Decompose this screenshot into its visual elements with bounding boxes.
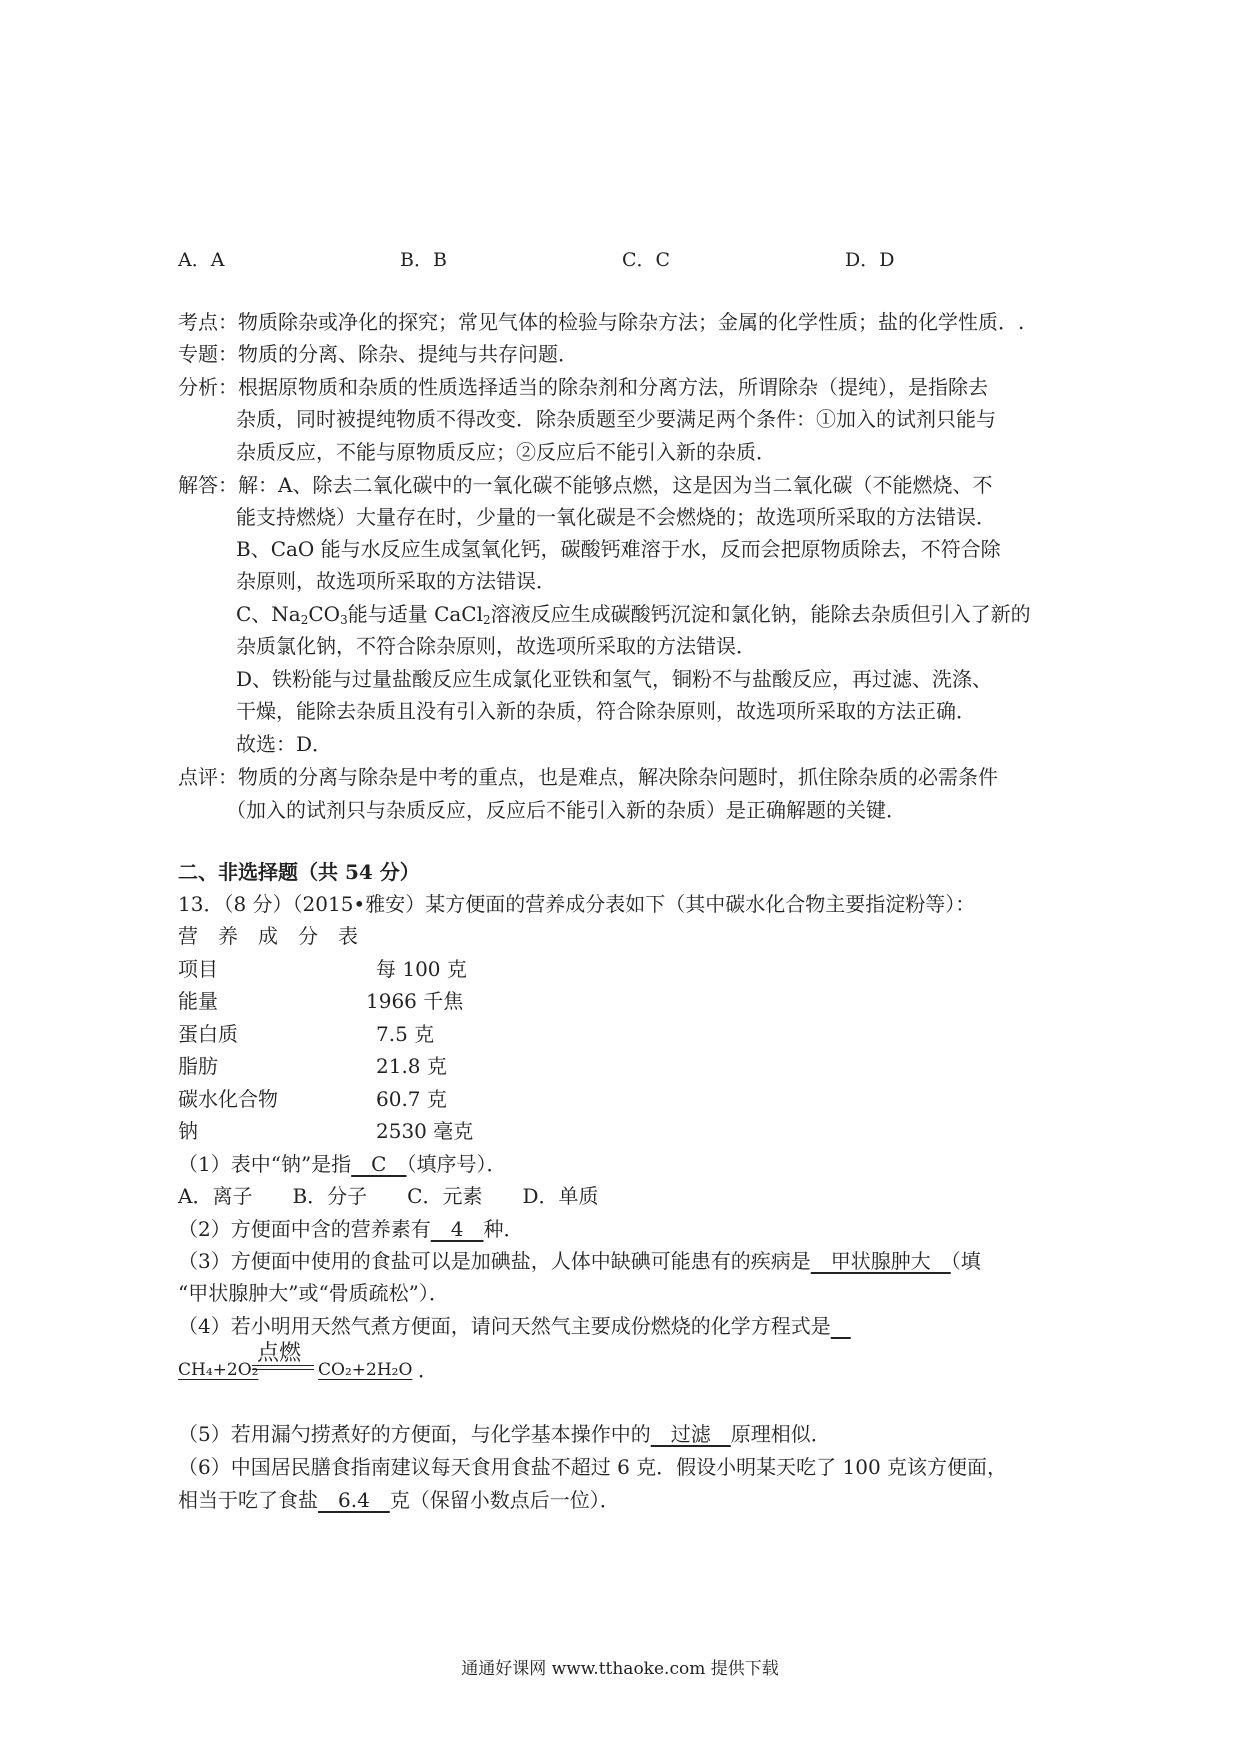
fenxi-line-1: 分析：根据原物质和杂质的性质选择适当的除杂剂和分离方法，所谓除杂（提纯），是指除去 bbox=[178, 375, 988, 399]
jieda-line-2: 能支持燃烧）大量存在时，少量的一氧化碳是不会燃烧的；故选项所采取的方法错误． bbox=[236, 505, 996, 529]
q1-line bbox=[178, 1150, 507, 1178]
fenxi-line-3: 杂质反应，不能与原物质反应；②反应后不能引入新的杂质． bbox=[236, 440, 776, 464]
q1-prompt: （1）表中“钠”是指 bbox=[178, 1152, 352, 1176]
table-title: 营 养 成 分 表 bbox=[178, 924, 358, 948]
q5-line bbox=[178, 1420, 831, 1448]
q3-line bbox=[178, 1247, 981, 1275]
q4-end: ． bbox=[418, 1358, 438, 1382]
formula-na2co3-mid: CO bbox=[308, 602, 341, 626]
q6-line-2 bbox=[178, 1486, 620, 1514]
q13-intro: 13．（8 分）（2015•雅安）某方便面的营养成分表如下（其中碳水化合物主要指淀粉等）： bbox=[178, 892, 976, 916]
q4-answer-start bbox=[831, 1314, 851, 1338]
q1-choices: A．离子 B．分子 C．元素 D．单质 bbox=[178, 1184, 599, 1208]
q4-prompt: （4）若小明用天然气煮方便面，请问天然气主要成份燃烧的化学方程式是 bbox=[178, 1314, 831, 1338]
table-item: 脂肪 bbox=[178, 1054, 218, 1078]
q2-answer: 4 bbox=[430, 1217, 484, 1241]
q6-line-1: （6）中国居民膳食指南建议每天食用食盐不超过 6 克．假设小明某天吃了 100 克该方便面， bbox=[178, 1455, 1008, 1479]
formula-na2co3-sub2: 3 bbox=[340, 613, 348, 627]
jieda-line-5 bbox=[236, 600, 1031, 634]
table-value: 2530 毫克 bbox=[376, 1119, 474, 1143]
q3-answer: 甲状腺肿大 bbox=[810, 1249, 951, 1273]
jieda-c-text-2: 溶液反应生成碳酸钙沉淀和氯化钠，能除去杂质但引入了新的 bbox=[490, 602, 1031, 626]
table-value: 1966 千焦 bbox=[366, 989, 464, 1013]
zhuanti-line: 专题：物质的分离、除杂、提纯与共存问题． bbox=[178, 342, 578, 366]
option-c: C．C bbox=[622, 249, 671, 271]
formula-na2co3-sub1: 2 bbox=[300, 613, 309, 627]
q6-suffix: 克（保留小数点后一位）． bbox=[389, 1488, 620, 1512]
table-item: 能量 bbox=[178, 989, 218, 1013]
q1-suffix: （填序号）． bbox=[406, 1152, 507, 1176]
q2-suffix: 种． bbox=[483, 1217, 524, 1241]
table-item: 项目 bbox=[178, 957, 218, 981]
option-d: D．D bbox=[845, 249, 895, 271]
q5-prompt: （5）若用漏勺捞煮好的方便面，与化学基本操作中的 bbox=[178, 1422, 651, 1446]
table-value: 21.8 克 bbox=[376, 1054, 447, 1078]
q2-line bbox=[178, 1215, 523, 1243]
q4-eq-right: CO₂+2H₂O bbox=[318, 1360, 413, 1380]
footer: 通通好课网 www.tthaoke.com 提供下载 bbox=[461, 1659, 779, 1679]
q6-prompt: 相当于吃了食盐 bbox=[178, 1488, 318, 1512]
q3-line-2: “甲状腺肿大”或“骨质疏松”）． bbox=[178, 1281, 449, 1305]
table-value: 7.5 克 bbox=[376, 1022, 435, 1046]
jieda-line-3: B、CaO 能与水反应生成氢氧化钙，碳酸钙难溶于水，反而会把原物质除去，不符合除 bbox=[236, 537, 1001, 561]
q6-answer: 6.4 bbox=[318, 1488, 390, 1512]
q1-answer: C bbox=[351, 1152, 407, 1176]
table-value: 每 100 克 bbox=[376, 957, 467, 981]
option-a: A．A bbox=[178, 249, 225, 271]
jieda-line-7: D、铁粉能与过量盐酸反应生成氯化亚铁和氢气，铜粉不与盐酸反应，再过滤、洗涤、 bbox=[236, 667, 993, 691]
kaodian-line: 考点：物质除杂或净化的探究；常见气体的检验与除杂方法；金属的化学性质；盐的化学性质．. bbox=[178, 310, 1025, 334]
q5-suffix: 原理相似． bbox=[730, 1422, 831, 1446]
table-item: 碳水化合物 bbox=[178, 1087, 278, 1111]
q2-prompt: （2）方便面中含的营养素有 bbox=[178, 1217, 431, 1241]
q4-eq-left: CH₄+2O₂ bbox=[178, 1360, 259, 1380]
fenxi-line-2: 杂质，同时被提纯物质不得改变．除杂质题至少要满足两个条件：①加入的试剂只能与 bbox=[236, 407, 996, 431]
q3-suffix: （填 bbox=[950, 1249, 981, 1273]
table-value: 60.7 克 bbox=[376, 1087, 447, 1111]
formula-cacl2-sub: 2 bbox=[483, 613, 491, 627]
jieda-line-6: 杂质氯化钠，不符合除杂原则，故选项所采取的方法错误． bbox=[236, 634, 756, 658]
table-item: 蛋白质 bbox=[178, 1022, 238, 1046]
jieda-line-9: 故选：D． bbox=[236, 732, 333, 756]
q3-prompt: （3）方便面中使用的食盐可以是加碘盐，人体中缺碘可能患有的疾病是 bbox=[178, 1249, 811, 1273]
option-b: B．B bbox=[400, 249, 447, 271]
q4-condition: 点燃 bbox=[257, 1341, 302, 1366]
jieda-line-8: 干燥，能除去杂质且没有引入新的杂质，符合除杂原则，故选项所采取的方法正确． bbox=[236, 699, 976, 723]
jieda-line-4: 杂原则，故选项所采取的方法错误． bbox=[236, 569, 556, 593]
q5-answer: 过滤 bbox=[650, 1422, 731, 1446]
jieda-c-text-1: 能与适量 bbox=[347, 602, 428, 626]
table-item: 钠 bbox=[178, 1119, 198, 1143]
dianping-line-1: 点评：物质的分离与除杂是中考的重点，也是难点，解决除杂问题时，抓住除杂质的必需条件 bbox=[178, 765, 998, 789]
section-title: 二、非选择题（共 54 分） bbox=[178, 860, 420, 884]
jieda-line-1: 解答：解：A、除去二氧化碳中的一氧化碳不能够点燃，这是因为当二氧化碳（不能燃烧、不 bbox=[178, 473, 993, 497]
formula-cacl2-pre: CaCl bbox=[434, 602, 484, 626]
formula-na2co3-pre: C、Na bbox=[236, 602, 301, 626]
dianping-line-2: （加入的试剂只与杂质反应，反应后不能引入新的杂质）是正确解题的关键． bbox=[226, 798, 906, 822]
q4-eq-sign bbox=[252, 1365, 314, 1370]
